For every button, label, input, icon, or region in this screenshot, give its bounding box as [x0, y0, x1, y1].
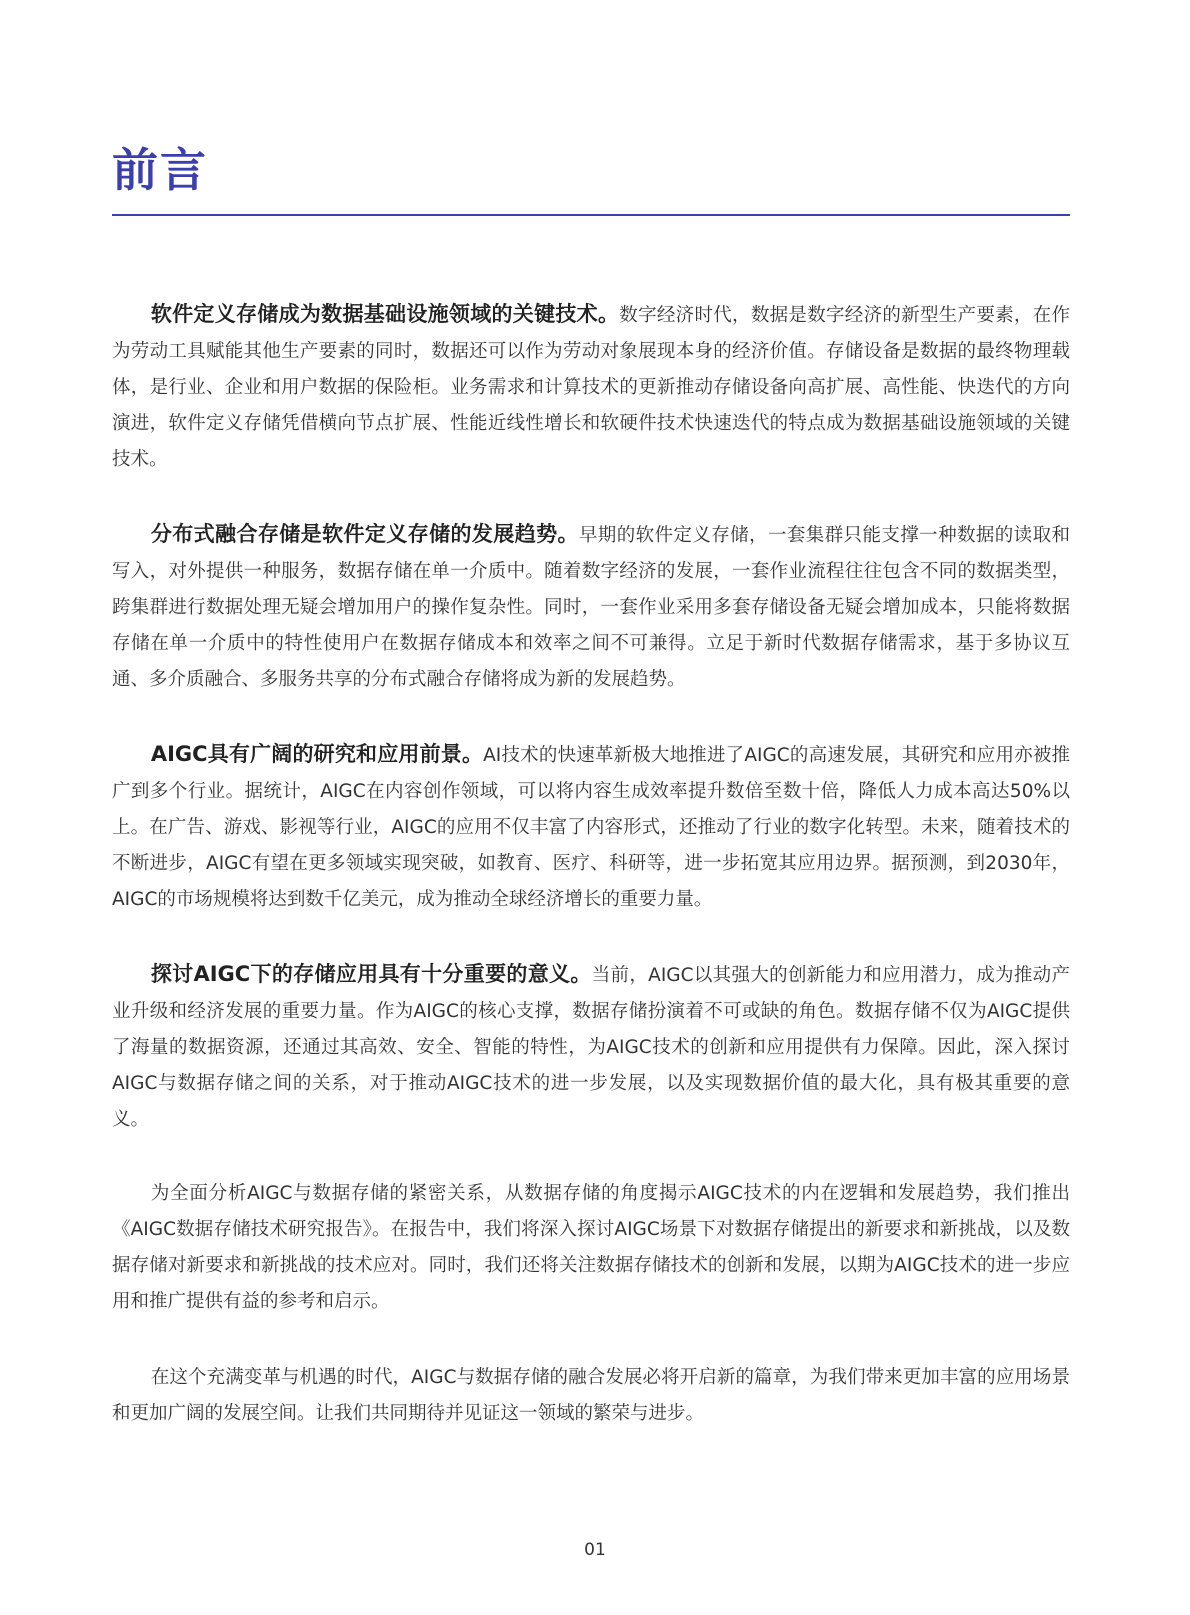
paragraph-lead: 分布式融合存储是软件定义存储的发展趋势。 — [150, 522, 579, 546]
paragraph-lead: 探讨AIGC下的存储应用具有十分重要的意义。 — [150, 962, 592, 986]
paragraph-software-defined-storage — [112, 296, 1070, 478]
paragraph-lead: AIGC具有广阔的研究和应用前景。 — [150, 742, 484, 766]
paragraph-aigc-prospects — [112, 736, 1070, 918]
paragraph-body: 在这个充满变革与机遇的时代，AIGC与数据存储的融合发展必将开启新的篇章，为我们带来更加丰富的应用场景和更加广阔的发展空间。让我们共同期待并见证这一领域的繁荣与进步。 — [112, 1367, 1070, 1424]
page-number: 01 — [584, 1540, 606, 1560]
page-title: 前言 — [112, 143, 208, 197]
paragraph-lead: 软件定义存储成为数据基础设施领域的关键技术。 — [150, 302, 620, 326]
paragraph-distributed-storage — [112, 516, 1070, 698]
paragraph-report-intro — [112, 1176, 1070, 1320]
paragraph-body: 数字经济时代，数据是数字经济的新型生产要素，在作为劳动工具赋能其他生产要素的同时，数据还可以作为劳动对象展现本身的经济价值。存储设备是数据的最终物理载体，是行业、企业和用户数据的保险柜。业务需求和计算技术的更新推动存储设备向高扩展、高性能、快迭代的方向演进，软件定义存储凭借横向节点扩展、性能近线性增长和软硬件技术快速迭代的特点成为数据基础设施领域的关键技术。 — [112, 305, 1070, 470]
title-divider — [112, 214, 1070, 216]
paragraph-aigc-storage-significance — [112, 956, 1070, 1138]
paragraph-body: 早期的软件定义存储，一套集群只能支撑一种数据的读取和写入，对外提供一种服务，数据存储在单一介质中。随着数字经济的发展，一套作业流程往往包含不同的数据类型，跨集群进行数据处理无疑会增加用户的操作复杂性。同时，一套作业采用多套存储设备无疑会增加成本，只能将数据存储在单一介质中的特性使用户在数据存储成本和效率之间不可兼得。立足于新时代数据存储需求，基于多协议互通、多介质融合、多服务共享的分布式融合存储将成为新的发展趋势。 — [112, 525, 1070, 690]
paragraph-body: 为全面分析AIGC与数据存储的紧密关系，从数据存储的角度揭示AIGC技术的内在逻辑和发展趋势，我们推出《AIGC数据存储技术研究报告》。在报告中，我们将深入探讨AIGC场景下对数据存储提出的新要求和新挑战，以及数据存储对新要求和新挑战的技术应对。同时，我们还将关注数据存储技术的创新和发展，以期为AIGC技术的进一步应用和推广提供有益的参考和启示。 — [112, 1183, 1070, 1312]
paragraph-closing — [112, 1360, 1070, 1432]
paragraph-body: AI技术的快速革新极大地推进了AIGC的高速发展，其研究和应用亦被推广到多个行业。据统计，AIGC在内容创作领域，可以将内容生成效率提升数倍至数十倍，降低人力成本高达50%以上。在广告、游戏、影视等行业，AIGC的应用不仅丰富了内容形式，还推动了行业的数字化转型。未来，随着技术的不断进步，AIGC有望在更多领域实现突破，如教育、医疗、科研等，进一步拓宽其应用边界。据预测，到2030年，AIGC的市场规模将达到数千亿美元，成为推动全球经济增长的重要力量。 — [112, 745, 1070, 910]
paragraph-body: 当前，AIGC以其强大的创新能力和应用潜力，成为推动产业升级和经济发展的重要力量。作为AIGC的核心支撑，数据存储扮演着不可或缺的角色。数据存储不仅为AIGC提供了海量的数据资源，还通过其高效、安全、智能的特性，为AIGC技术的创新和应用提供有力保障。因此，深入探讨AIGC与数据存储之间的关系，对于推动AIGC技术的进一步发展，以及实现数据价值的最大化，具有极其重要的意义。 — [112, 965, 1070, 1130]
